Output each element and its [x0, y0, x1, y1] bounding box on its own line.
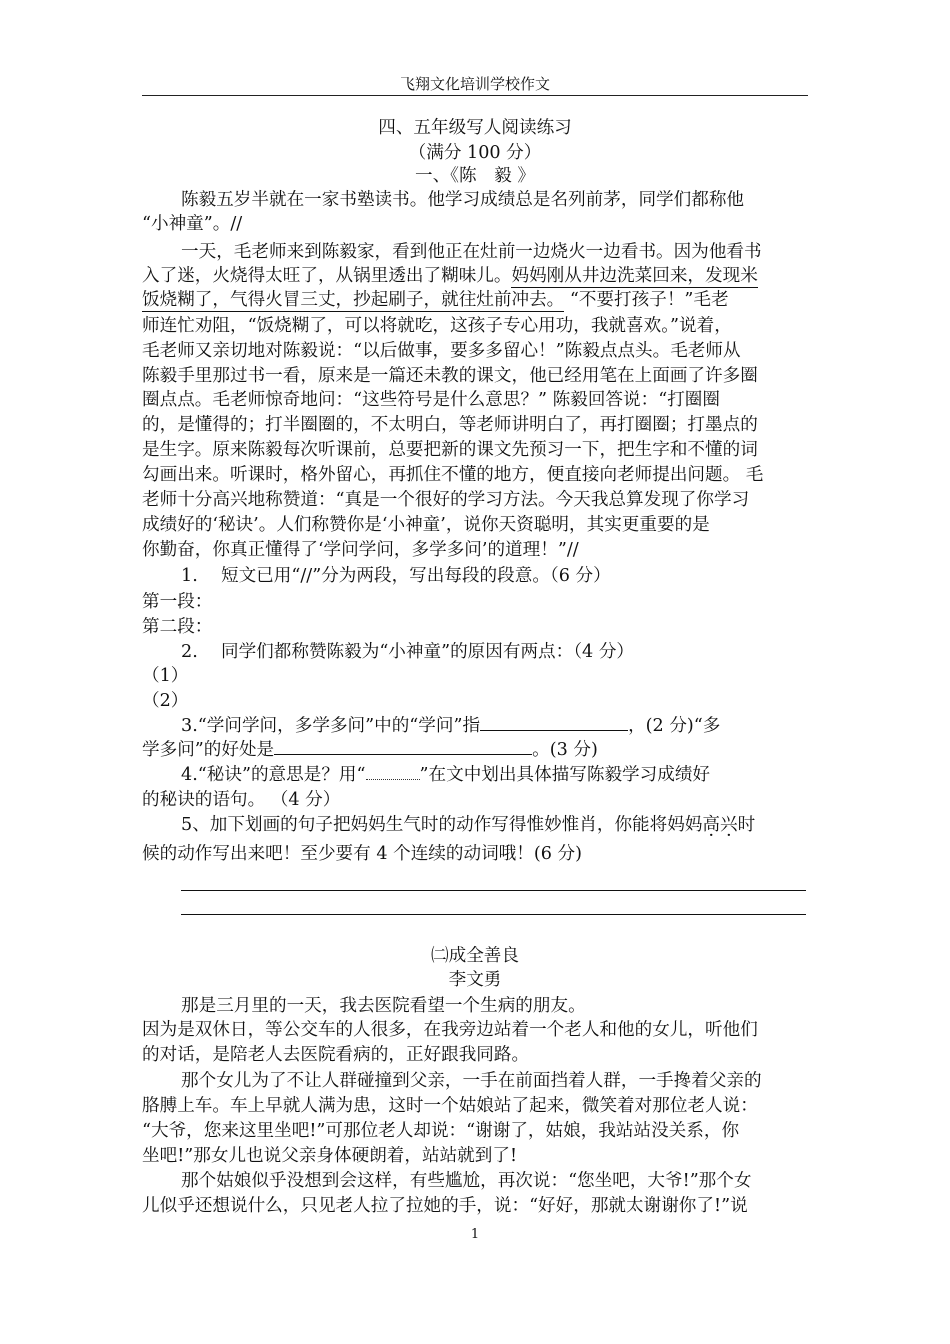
passage1-line: 成绩好的‘秘诀’。人们称赞你是‘小神童’，说你天资聪明，其实更重要的是 — [142, 515, 710, 535]
question-2-answer-label: （2） — [142, 691, 189, 711]
passage1-line: 毛老师又亲切地对陈毅说：“以后做事，要多多留心！”陈毅点点头。毛老师从 — [142, 341, 741, 361]
document-title: 四、五年级写人阅读练习 — [378, 118, 572, 138]
page-number: 1 — [470, 1227, 480, 1242]
passage2-line: 胳膊上车。车上早就人满为患，这时一个姑娘站了起来，微笑着对那位老人说： — [142, 1096, 758, 1116]
passage1-line: 的，是懂得的；打半圈圈的，不太明白，等老师讲明白了，再打圈圈；打墨点的 — [142, 415, 758, 435]
wavy-line-mark — [366, 765, 420, 780]
question-5 — [181, 813, 755, 837]
passage1-text: 入了迷，火烧得太旺了，从锅里透出了糊味儿。 — [142, 266, 512, 286]
answer-line[interactable] — [181, 890, 806, 891]
question-3-text: 。(3 分) — [532, 740, 598, 760]
passage1-text: “不要打孩子！”毛老 — [564, 290, 729, 310]
passage1-line: 陈毅五岁半就在一家书塾读书。他学习成绩总是名列前茅，同学们都称他 — [181, 190, 745, 210]
score-note: （满分 100 分） — [408, 143, 542, 163]
passage2-line: 那是三月里的一天，我去医院看望一个生病的朋友。 — [181, 996, 586, 1016]
passage1-line — [142, 288, 729, 312]
question-3-text: ，(2 分)“多 — [628, 716, 721, 736]
passage1-line: 你勤奋，你真正懂得了‘学问学问，多学多问’的道理！”// — [142, 540, 579, 560]
section2-title: ㈡成全善良 — [431, 946, 519, 966]
section1-title: 一、《陈 毅 》 — [415, 166, 535, 186]
question-5-text: 时 — [737, 815, 756, 835]
passage2-line: 那个女儿为了不让人群碰撞到父亲，一手在前面挡着人群，一手搀着父亲的 — [181, 1071, 762, 1091]
passage1-line: 老师十分高兴地称赞道：“真是一个很好的学习方法。今天我总算发现了你学习 — [142, 490, 750, 510]
question-4 — [181, 763, 710, 787]
question-4-text: 4.“秘诀”的意思是？用“ — [181, 765, 366, 785]
passage2-line: “大爷，您来这里坐吧!”可那位老人却说：“谢谢了，姑娘，我站站没关系，你 — [142, 1121, 740, 1141]
passage1-line: “小神童”。// — [142, 214, 243, 234]
passage1-line: 勾画出来。听课时，格外留心，再抓住不懂的地方，便直接向老师提出问题。 毛 — [142, 465, 764, 485]
question-3-text: 3.“学问学问，多学多问”中的“学问”指 — [181, 716, 481, 736]
question-5-text: 5、加下划画的句子把妈妈生气时的动作写得惟妙惟肖，你能将妈妈 — [181, 815, 703, 835]
passage1-line: 一天，毛老师来到陈毅家，看到他正在灶前一边烧火一边看书。因为他看书 — [181, 242, 762, 262]
header-divider — [142, 95, 808, 96]
passage2-line: 的对话，是陪老人去医院看病的，正好跟我同路。 — [142, 1045, 530, 1065]
answer-blank[interactable] — [274, 738, 532, 755]
answer-blank[interactable] — [480, 714, 628, 731]
passage1-line — [142, 264, 758, 288]
question-4-text: ”在文中划出具体描写陈毅学习成绩好 — [419, 765, 711, 785]
question-3-text: 学多问”的好处是 — [142, 740, 275, 760]
question-3 — [181, 714, 720, 738]
question-2: 2. 同学们都称赞陈毅为“小神童”的原因有两点：（4 分） — [181, 642, 635, 662]
question-1-answer-label: 第二段： — [142, 617, 213, 637]
passage2-line: 坐吧!”那女儿也说父亲身体硬朗着，站站就到了! — [142, 1146, 518, 1166]
passage1-line: 是生字。原来陈毅每次听课前，总要把新的课文先预习一下，把生字和不懂的词 — [142, 440, 758, 460]
emphasis-dot-char: 兴 — [720, 815, 738, 835]
page-header: 飞翔文化培训学校作文 — [399, 75, 550, 93]
passage1-line: 陈毅手里那过书一看，原来是一篇还未教的课文，他已经用笔在上面画了许多圈 — [142, 366, 758, 386]
question-1: 1. 短文已用“//”分为两段，写出每段的段意。（6 分） — [181, 566, 611, 586]
question-5: 候的动作写出来吧！至少要有 4 个连续的动词哦！(6 分) — [142, 844, 582, 864]
question-4: 的秘诀的语句。 （4 分） — [142, 790, 341, 810]
passage2-line: 因为是双休日，等公交车的人很多，在我旁边站着一个老人和他的女儿，听他们 — [142, 1020, 758, 1040]
emphasis-dot-char: 高 — [702, 815, 721, 835]
question-3 — [142, 738, 598, 762]
passage2-line: 儿似乎还想说什么，只见老人拉了拉她的手，说：“好好，那就太谢谢你了!”说 — [142, 1196, 748, 1216]
underlined-sentence: 饭烧糊了，气得火冒三丈，抄起刷子，就往灶前冲去。 — [142, 290, 565, 310]
passage2-line: 那个姑娘似乎没想到会这样，有些尴尬，再次说：“您坐吧，大爷!”那个女 — [181, 1171, 752, 1191]
question-1-answer-label: 第一段： — [142, 592, 213, 612]
underlined-sentence: 妈妈刚从井边洗菜回来，发现米 — [511, 266, 758, 286]
question-2-answer-label: （1） — [142, 666, 189, 686]
answer-line[interactable] — [181, 914, 806, 915]
section2-author: 李文勇 — [448, 970, 502, 990]
passage1-line: 师连忙劝阻，“饭烧糊了，可以将就吃，这孩子专心用功，我就喜欢。”说着， — [142, 316, 732, 336]
passage1-line: 圈点点。毛老师惊奇地问：“这些符号是什么意思？” 陈毅回答说：“打圈圈 — [142, 390, 720, 410]
